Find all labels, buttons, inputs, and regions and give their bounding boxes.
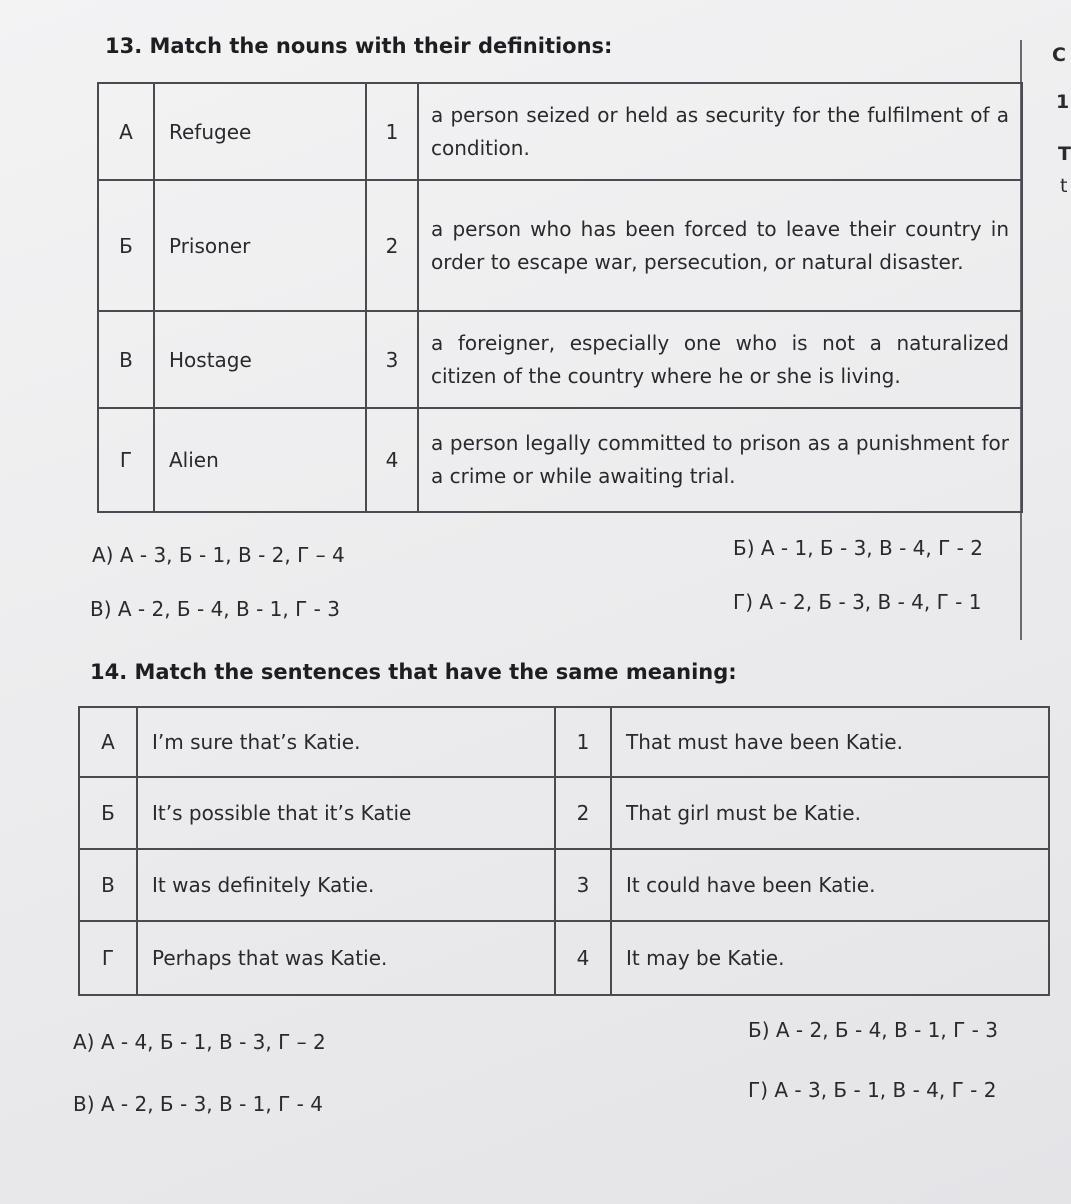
table-row: [79, 849, 1049, 921]
row-letter: А: [79, 707, 137, 777]
match-number: 3: [555, 849, 611, 921]
q13-answer-g: Г) А - 2, Б - 3, В - 4, Г - 1: [733, 590, 982, 614]
table-row: [98, 83, 1022, 180]
definition-cell: a person who has been forced to leave their country in order to escape war, persecution, or natural disaster.: [418, 180, 1022, 311]
match-sentence-cell: That must have been Katie.: [611, 707, 1049, 777]
table-row: [98, 311, 1022, 408]
edge-letter-t-upper: T: [1058, 143, 1071, 165]
definition-number: 4: [366, 408, 418, 512]
noun-cell: Alien: [154, 408, 366, 512]
q13-answer-v: В) А - 2, Б - 4, В - 1, Г - 3: [90, 597, 340, 621]
match-sentence-cell: It may be Katie.: [611, 921, 1049, 995]
row-letter: Б: [79, 777, 137, 849]
question-13-table: [97, 82, 1023, 513]
table-row: [79, 921, 1049, 995]
question-14-table: [78, 706, 1050, 996]
question-13-title: 13. Match the nouns with their definitions:: [105, 34, 613, 58]
row-letter: Г: [79, 921, 137, 995]
question-14-title: 14. Match the sentences that have the same meaning:: [90, 660, 737, 684]
noun-cell: Hostage: [154, 311, 366, 408]
q13-answer-a: А) А - 3, Б - 1, В - 2, Г – 4: [92, 543, 345, 567]
sentence-cell: Perhaps that was Katie.: [137, 921, 555, 995]
q14-answer-g: Г) А - 3, Б - 1, В - 4, Г - 2: [748, 1078, 997, 1102]
row-letter: Б: [98, 180, 154, 311]
edge-letter-c: C: [1052, 44, 1066, 66]
definition-number: 3: [366, 311, 418, 408]
row-letter: А: [98, 83, 154, 180]
definition-cell: a person legally committed to prison as a punishment for a crime or while awaiting trial.: [418, 408, 1022, 512]
noun-cell: Prisoner: [154, 180, 366, 311]
table-row: [98, 408, 1022, 512]
row-letter: В: [79, 849, 137, 921]
match-number: 2: [555, 777, 611, 849]
noun-cell: Refugee: [154, 83, 366, 180]
row-letter: Г: [98, 408, 154, 512]
definition-cell: a foreigner, especially one who is not a naturalized citizen of the country where he or she is living.: [418, 311, 1022, 408]
definition-number: 1: [366, 83, 418, 180]
q14-answer-a: А) А - 4, Б - 1, В - 3, Г – 2: [73, 1030, 326, 1054]
q13-answer-b: Б) А - 1, Б - 3, В - 4, Г - 2: [733, 536, 983, 560]
q14-answer-b: Б) А - 2, Б - 4, В - 1, Г - 3: [748, 1018, 998, 1042]
table-row: [79, 707, 1049, 777]
definition-cell: a person seized or held as security for the fulfilment of a condition.: [418, 83, 1022, 180]
row-letter: В: [98, 311, 154, 408]
match-number: 4: [555, 921, 611, 995]
q14-answer-v: В) А - 2, Б - 3, В - 1, Г - 4: [73, 1092, 323, 1116]
match-sentence-cell: It could have been Katie.: [611, 849, 1049, 921]
sentence-cell: I’m sure that’s Katie.: [137, 707, 555, 777]
match-sentence-cell: That girl must be Katie.: [611, 777, 1049, 849]
sentence-cell: It’s possible that it’s Katie: [137, 777, 555, 849]
sentence-cell: It was definitely Katie.: [137, 849, 555, 921]
edge-letter-t-lower: t: [1060, 175, 1068, 197]
match-number: 1: [555, 707, 611, 777]
table-row: [79, 777, 1049, 849]
definition-number: 2: [366, 180, 418, 311]
edge-number-1: 1: [1056, 91, 1070, 113]
table-row: [98, 180, 1022, 311]
